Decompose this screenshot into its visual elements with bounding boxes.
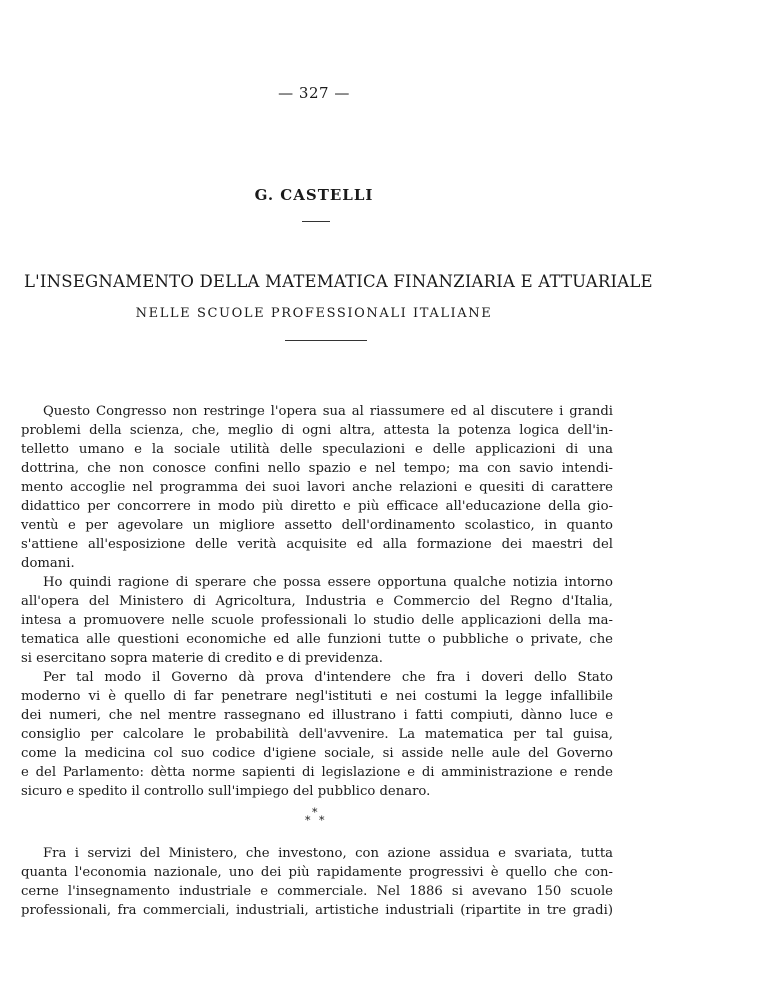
asterism-star: * <box>312 806 318 819</box>
text-line: Ho quindi ragione di sperare che possa essere opportuna qualche notizia intorno <box>43 575 613 590</box>
text-line: ventù e per agevolare un migliore assetto dell'ordinamento scolastico, in quanto <box>21 518 613 533</box>
text-line: moderno vi è quello di far penetrare negl'istituti e nei costumi la legge infallibile <box>21 689 613 704</box>
article-subtitle: NELLE SCUOLE PROFESSIONALI ITALIANE <box>135 306 493 321</box>
body-text-block-2 <box>21 844 613 920</box>
text-line: consiglio per calcolare le probabilità dell'avvenire. La matematica per tal guisa, <box>21 727 613 742</box>
text-line: Questo Congresso non restringe l'opera sua al riassumere ed al discutere i grandi <box>43 404 613 419</box>
text-line: cerne l'insegnamento industriale e commerciale. Nel 1886 si avevano 150 scuole <box>21 884 613 899</box>
text-line: e del Parlamento: dètta norme sapienti di legislazione e di amministrazione e rende <box>21 765 613 780</box>
text-line: professionali, fra commerciali, industriali, artistiche industriali (ripartite in tre gradi) <box>21 903 613 918</box>
text-line: s'attiene all'esposizione delle verità acquisite ed alla formazione dei maestri del <box>21 537 613 552</box>
author-underline-rule <box>302 221 330 222</box>
text-line: didattico per concorrere in modo più diretto e più efficace all'educazione della gio- <box>21 499 613 514</box>
body-text-block-1 <box>21 402 613 801</box>
text-line: Per tal modo il Governo dà prova d'intendere che fra i doveri dello Stato <box>43 670 613 685</box>
text-line: Fra i servizi del Ministero, che investono, con azione assidua e svariata, tutta <box>43 846 613 861</box>
text-line: problemi della scienza, che, meglio di ogni altra, attesta la potenza logica dell'in- <box>21 423 613 438</box>
asterism-star: * <box>319 814 325 827</box>
text-line: mento accoglie nel programma dei suoi lavori anche relazioni e quesiti di carattere <box>21 480 613 495</box>
text-line: domani. <box>21 556 75 571</box>
text-line: si esercitano sopra materie di credito e di previdenza. <box>21 651 383 666</box>
text-line: intesa a promuovere nelle scuole professionali lo studio delle applicazioni della ma- <box>21 613 613 628</box>
text-line: sicuro e spedito il controllo sull'impiego del pubblico denaro. <box>21 784 431 799</box>
text-line: come la medicina col suo codice d'igiene sociale, si asside nelle aule del Governo <box>21 746 613 761</box>
text-line: all'opera del Ministero di Agricoltura, Industria e Commercio del Regno d'Italia, <box>21 594 613 609</box>
page-number: — 327 — <box>278 84 350 102</box>
asterism-star: * <box>305 814 311 827</box>
author-name: G. CASTELLI <box>254 186 374 204</box>
section-asterism <box>300 806 330 830</box>
text-line: quanta l'economia nazionale, uno dei più rapidamente progressivi è quello che con- <box>21 865 613 880</box>
article-title: L'INSEGNAMENTO DELLA MATEMATICA FINANZIARIA E ATTUARIALE <box>24 272 653 291</box>
text-line: dei numeri, che nel mentre rassegnano ed illustrano i fatti compiuti, dànno luce e <box>21 708 613 723</box>
text-line: telletto umano e la sociale utilità delle speculazioni e delle applicazioni di una <box>21 442 613 457</box>
title-underline-rule <box>285 340 367 341</box>
text-line: tematica alle questioni economiche ed alle funzioni tutte o pubbliche o private, che <box>21 632 613 647</box>
text-line: dottrina, che non conosce confini nello spazio e nel tempo; ma con savio intendi- <box>21 461 613 476</box>
